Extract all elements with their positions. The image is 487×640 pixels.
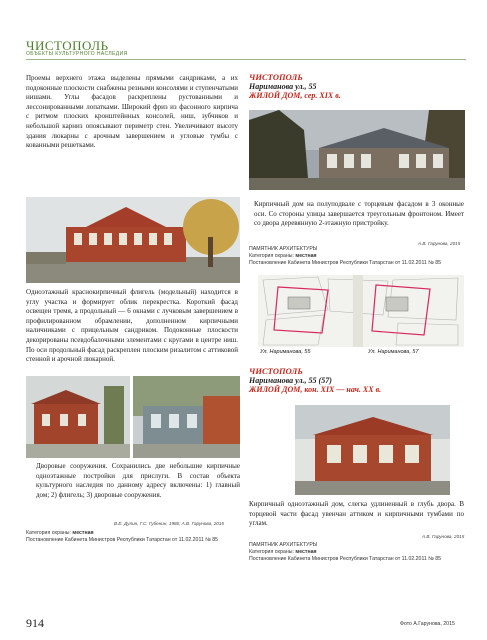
category-value: местная (295, 253, 317, 259)
intro-paragraph: Проемы верхнего этажа выделены прямыми сандриками, а их подоконные плоскости снабжены резными консолями и ступенчатыми нишами. Углы фасадов раскреплены рустованными и лессонированными лопатками. Широкий фриз из фасонного кирпича с ритмом плоских кронштейнных консолей, ниш, зубчиков и небольшой карниз опоясывают периметр стен. Увеличивают высоту здания люкарны с арочным завершением и угловые тумбы с кованными решетками. (26, 74, 238, 150)
entry1-heading (249, 72, 464, 100)
entry2-street: Нариманова ул., 55 (57) (249, 376, 332, 385)
map-label-55: Ул. Нариманова, 55 (260, 349, 311, 355)
yard-photo-2 (133, 376, 240, 458)
entry1-main-photo (26, 197, 240, 283)
entry1-city: ЧИСТОПОЛЬ (249, 72, 303, 82)
entry1-photo (249, 110, 465, 190)
category-value: местная (295, 549, 317, 555)
footer-photo-note: Фото А.Гарунова, 2015 (400, 621, 455, 627)
entry2-decree: Постановление Кабинета Министров Республики Татарстан от 11.02.2011 № 85 (249, 556, 442, 562)
yard-paragraph: Дворовые сооружения. Сохранились две небольшие кирпичные одноэтажные постройки для прислуги. В состав объекта культурного наследия по данному адресу включены: 1) главный дом; 2) флигель; 3) дворовые сооружения. (36, 462, 240, 499)
entry2-heading (249, 366, 464, 394)
left-status-block (26, 530, 238, 544)
entry2-photo (295, 405, 450, 495)
category-label: Категория охраны: (249, 549, 294, 555)
entry1-status: ПАМЯТНИК АРХИТЕКТУРЫ (249, 246, 318, 252)
entry2-type: ЖИЛОЙ ДОМ, кон. XIX — нач. XX в. (249, 385, 382, 394)
entry1-photo-credit: А.В. Гарунова, 2015 (418, 241, 461, 246)
entry2-city: ЧИСТОПОЛЬ (249, 366, 303, 376)
category-value: местная (72, 530, 94, 536)
entry2-category (249, 549, 464, 556)
entry1-street: Нариманова ул., 55 (249, 82, 317, 91)
middle-paragraph: Одноэтажный краснокирпичный флигель (модельный) находится в углу участка и формирует облик перекрестка. Короткий фасад освещен тремя, а продольный — 6 окнами с лучковым завершением в профилированном обрамлении, дополненном кирпичными наличниками с прицельным сандриком. Подоконные плоскости декорированы псевдобалочными элементами с кругами в центре ниш. По оси продольный фасад раскреплен плоским ризалитом с аттиковой стенной и арочной люкарной. (26, 288, 238, 364)
page-number: 914 (26, 616, 44, 630)
entry2-description: Кирпичный одноэтажный дом, слегка удлиненный в глубь двора. В торцевой части фасад увенчан аттиком и кирпичными тумбами по углам. (249, 500, 464, 528)
category-label: Категория охраны: (26, 530, 71, 536)
section-subtitle: ОБЪЕКТЫ КУЛЬТУРНОГО НАСЛЕДИЯ (26, 51, 128, 57)
map-label-57: Ул. Нариманова, 57 (368, 349, 419, 355)
entry1-status-block (249, 246, 464, 267)
entry1-description: Кирпичный дом на полуподвале с торцевым фасадом в 3 оконные оси. Со стороны улицы завершается треугольным фронтоном. Имеет со двора деревянную 2-этажную пристройку. (254, 200, 464, 228)
section-title: ЧИСТОПОЛЬ (26, 38, 109, 53)
yard-photo-1 (26, 376, 130, 458)
category-label: Категория охраны: (249, 253, 294, 259)
left-decree: Постановление Кабинета Министров Республики Татарстан от 11.02.2011 № 85 (26, 537, 219, 543)
entry1-type: ЖИЛОЙ ДОМ, сер. XIX в. (249, 91, 341, 100)
yard-photo-credit: В.Е. Дулин, Г.С. Губенин, 1986; А.В. Гарунова, 2015 (114, 521, 224, 526)
entry1-decree: Постановление Кабинета Министров Республики Татарстан от 11.02.2011 № 85 (249, 260, 442, 266)
entry2-status-block (249, 542, 464, 563)
entry1-category (249, 253, 464, 260)
cadastral-map (258, 275, 464, 357)
entry2-photo-credit: А.В. Гарунова, 2015 (422, 534, 465, 539)
left-category (26, 530, 238, 537)
header-divider (26, 59, 466, 60)
entry2-status: ПАМЯТНИК АРХИТЕКТУРЫ (249, 542, 318, 548)
